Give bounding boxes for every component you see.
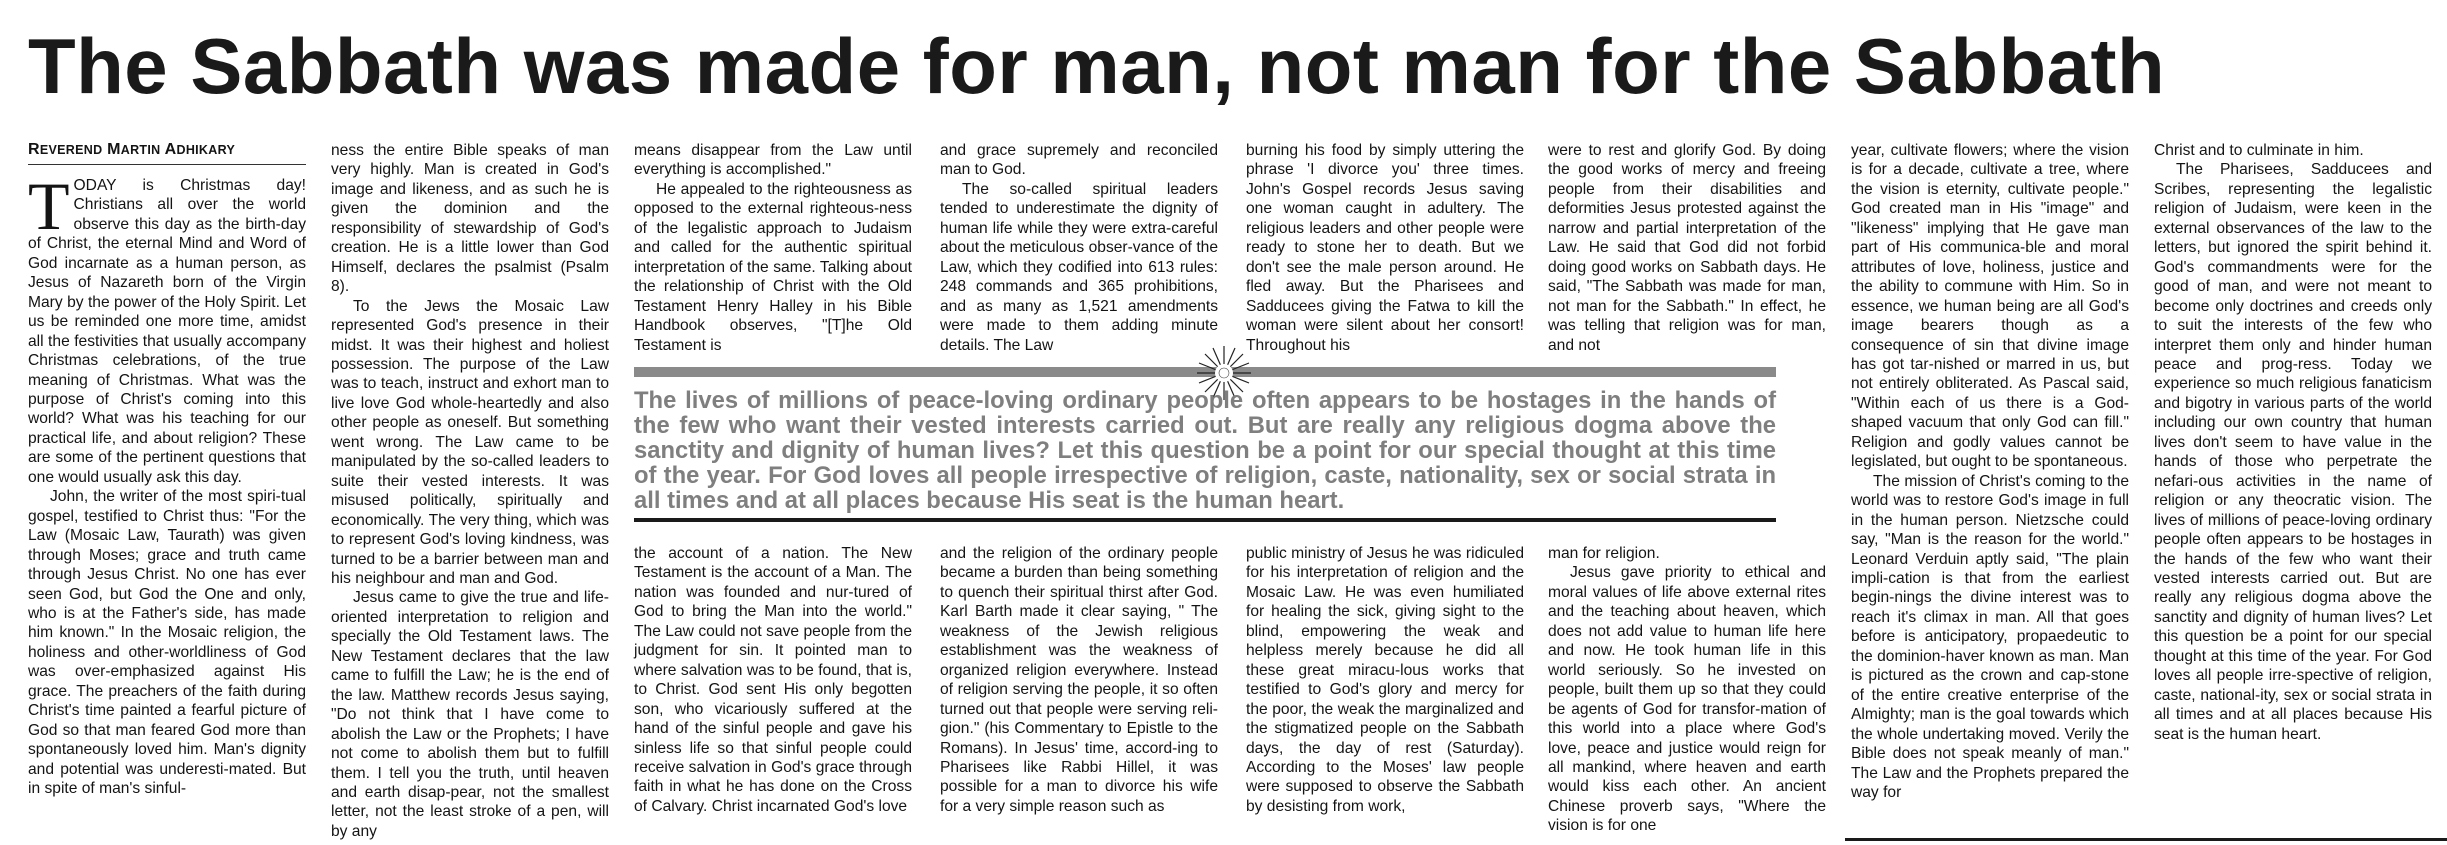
article-column-3-top — [634, 141, 912, 354]
article-column-4-bottom — [940, 544, 1218, 838]
article-paragraph: burning his food by simply uttering the phrase 'I divorce you' three times. John's Gospel records Jesus saving one woman caught in adultery. The religious leaders and other people were ready to stone her to death. But we don't see the male person around. He fled away. But the Pharisees and Sadducees giving the Fatwa to kill the woman were silent about her consort! Throughout his — [1246, 142, 1524, 354]
byline-text: ARTIN — [120, 143, 161, 157]
article-paragraph: The so-called spiritual leaders tended to underestimate the dignity of human life while they were extra-careful about the meticulous obser-vance of the Law, which they codified into 613 rules: 248 commands and 365 prohibitions, and as many as 1,521 amendments were made to them adding minute details. The Law — [940, 180, 1218, 354]
byline-text: DHIKARY — [176, 143, 236, 157]
article-paragraph: and the religion of the ordinary people became a burden than being something to quench their spiritual thirst after God. Karl Barth made it clear saying, " The weakness of the Jewish religious establishment was the weakness of organized religion everywhere. Instead of religion serving the people, it so often turned out that people were serving reli-gion." (his Commentary to Epistle to the Romans). In Jesus' time, accord-ing to Pharisees like Rabbi Hillel, it was possible for a man to divorce his wife for a very simple reason such as — [940, 545, 1218, 815]
article-column-4-top — [940, 141, 1218, 354]
article-column-7 — [1851, 141, 2129, 838]
article-column-8 — [2154, 141, 2432, 838]
article-column-6-top — [1548, 141, 1826, 354]
article-column-5-bottom — [1246, 544, 1524, 838]
drop-cap: T — [28, 168, 70, 244]
article-column-6-bottom — [1548, 544, 1826, 838]
article-column-2 — [331, 141, 609, 838]
pull-quote: The lives of millions of peace-loving ordinary people often appears to be hostages in the hands of the few who want their vested interests carried out. But are really any religious dogma above the sanctity and dignity of human lives? Let this question be a point for our special thought at this time of the year. For God loves all people irrespective of religion, caste, nationality, sex or social strata in all times and at all places because His seat is the human heart. — [634, 387, 1776, 514]
article-paragraph — [28, 168, 306, 487]
article-paragraph: Jesus came to give the true and life-oriented interpretation to religion and specially the Old Testament laws. The New Testament declares that the law came to fulfill the Law; he is the end of the law. Matthew records Jesus saying, "Do not think that I have come to abolish the Law or the Prophets; I have not come to abolish them but to fulfill them. I tell you the truth, until heaven and earth disap-pear, not the smallest letter, not the least stroke of a pen, will by any — [331, 589, 609, 840]
byline-text: EVEREND — [39, 143, 103, 157]
article-column-5-top — [1246, 141, 1524, 354]
article-paragraph: The Pharisees, Sadducees and Scribes, representing the legalistic religion of Judaism, were keen in the external observances of the law to the letters, but ignored the spirit behind it. God's commandments were for the good of man, and were not meant to become only doctrines and creeds only to suit the interests of the few who interpret them only and hinder human peace and prog-ress. Today we experience so much religious fanaticism and bigotry in various parts of the world including our own country that human lives don't seem to have value in the hands of those who perpetrate the nefari-ous activities in the name of religion or any theocratic vision. The lives of millions of peace-loving ordinary people often appears to be hostages in the hands of the few who want their vested interests carried out. But are really any religious dogma above the sanctity and dignity of human lives? Let this question be a point for our special thought at this time of the year. For God loves all people irre-spective of religion, caste, national-ity, sex or social strata in all times and at all places because His seat is the human heart. — [2154, 161, 2432, 743]
pull-quote-bottom-rule — [634, 518, 1776, 522]
article-column-3-bottom — [634, 544, 912, 838]
byline-initial: M — [107, 141, 121, 158]
article-paragraph: Jesus gave priority to ethical and moral values of life above external rites and the teaching about heaven, which does not add value to human life here and now. He took human life in this world seriously. So he invested on people, built them up so that they could be agents of God for transfor-mation of this world into a place where God's love, peace and justice would reign for all mankind, where heaven and earth would kiss each other. An ancient Chinese proverb says, "Where the vision is for one — [1548, 564, 1826, 835]
byline-initial: R — [28, 141, 40, 158]
article-paragraph: ness the entire Bible speaks of man very highly. Man is created in God's image and likeness, and as such he is given the dominion and the responsibility of stewardship of God's creation. He is a little lower than God Himself, declares the psalmist (Psalm 8). — [331, 142, 609, 296]
article-paragraph: year, cultivate flowers; where the vision is for a decade, cultivate a tree, where the vision is eternity, cultivate people." God created man in His "image" and "likeness" implying that He gave man part of His communica-ble and moral attributes of love, holiness, justice and the ability to commune with Him. So in essence, we human being are all God's image bearers though as a consequence of sin that divine image has got tar-nished or marred in us, but not entirely obliterated. As Pascal said, "Within each of us there is a God-shaped vacuum that only God can fill." Religion and godly values cannot be legislated, but ought to be spontaneous. — [1851, 142, 2129, 471]
adjacent-box-border — [1845, 838, 2447, 845]
article-paragraph: Christ and to culminate in him. — [2154, 142, 2364, 159]
article-paragraph: He appealed to the righteousness as opposed to the external righteous-ness of the legalistic approach to Judaism and called for the authentic spiritual interpretation of the same. Talking about the relationship of Christ with the Old Testament Henry Halley in his Bible Handbook observes, "[T]he Old Testament is — [634, 180, 912, 354]
article-paragraph: The mission of Christ's coming to the world was to restore God's image in full in the human person. Nietzsche could say, "Man is the reason for the world." Leonard Verduin aptly said, "The plain impli-cation is that from the earliest begin-nings the divine interest was to reach it's climax in man. All that goes before is anticipatory, propaedeutic to the dominion-haver known as man. Man is pictured as the crown and cap-stone of the entire creative enterprise of the Almighty; man is the goal towards which the whole undertaking moved. Verily the Bible does not speak meanly of man." The Law and the Prophets prepared the way for — [1851, 472, 2129, 801]
article-paragraph: and grace supremely and reconciled man to God. — [940, 142, 1218, 179]
paragraph-text: ODAY is Christmas day! Christians all over the world observe this day as the birth-day of Christ, the eternal Mind and Word of God incarnate as a human person, as Jesus of Nazareth born of the Virgin Mary by the power of the Holy Spirit. Let us be reminded one more time, amidst all the festivities that usually accompany Christmas celebrations, of the true meaning of Christmas. What was the purpose of Christ's coming into this world? What was his teaching for our practical life, and about religion? These are some of the pertinent questions that one would usually ask this day. — [28, 177, 306, 486]
byline — [28, 140, 306, 165]
article-paragraph: public ministry of Jesus he was ridiculed for his interpretation of religion and the Mosaic Law. He was even humiliated for healing the sick, giving sight to the blind, empowering the weak and helpless merely because he did all these great miracu-lous works that testified to God's glory and mercy for the poor, the weak the marginalized and the stigmatized people on the Sabbath days, the day of rest (Saturday). According to the Moses' law people were supposed to observe the Sabbath by desisting from work, — [1246, 545, 1524, 815]
article-paragraph: man for religion. — [1548, 545, 1660, 562]
article-paragraph: John, the writer of the most spiri-tual gospel, testified to Christ thus: "For the Law (Mosaic Law, Taurath) was given through Moses; grace and truth came through Jesus Christ. No one has ever seen God, but God the One and only, who is at the Father's side, has made him known." In the Mosaic religion, the holiness and other-worldliness of God was over-emphasized against His grace. The preachers of the faith during Christ's time painted a fearful picture of God so that man feared God more than spontaneously loved him. Man's dignity and potential was underesti-mated. But in spite of man's sinful- — [28, 488, 306, 798]
article-column-1 — [28, 168, 306, 838]
headline: The Sabbath was made for man, not man for the Sabbath — [28, 22, 2166, 110]
byline-initial: A — [164, 141, 177, 158]
article-paragraph: To the Jews the Mosaic Law represented God's presence in their midst. It was their highest and holiest possession. The purpose of the Law was to teach, instruct and exhort man to live love God whole-heartedly and also other people as oneself. But something went wrong. The Law came to be manipulated by the so-called leaders to suite their vested interests. It was misused politically, spiritually and economically. The very thing, which was to represent God's loving kindness, was turned to be a barrier between man and his neighbour and man and God. — [331, 297, 609, 587]
article-paragraph: means disappear from the Law until everything is accomplished." — [634, 142, 912, 179]
article-paragraph: were to rest and glorify God. By doing the good works of mercy and freeing people from their disabilities and deformities Jesus protested against the narrow and partial interpretation of the Law. He said that God did not forbid doing good works on Sabbath days. He said, "The Sabbath was made for man, not man for the Sabbath." In effect, he was telling that religion was for man, and not — [1548, 142, 1826, 354]
article-paragraph: the account of a nation. The New Testament is the account of a Man. The nation was founded and nur-tured of God to bring the Man into the world." The Law could not save people from the judgment for sin. It pointed man to where salvation was to be found, that is, to Christ. God sent His only begotten son, who vicariously suffered at the hand of the sinful people and gave his sinless life so that sinful people could receive salvation in God's grace through faith in what he has done on the Cross of Calvary. Christ incarnated God's love — [634, 545, 912, 815]
